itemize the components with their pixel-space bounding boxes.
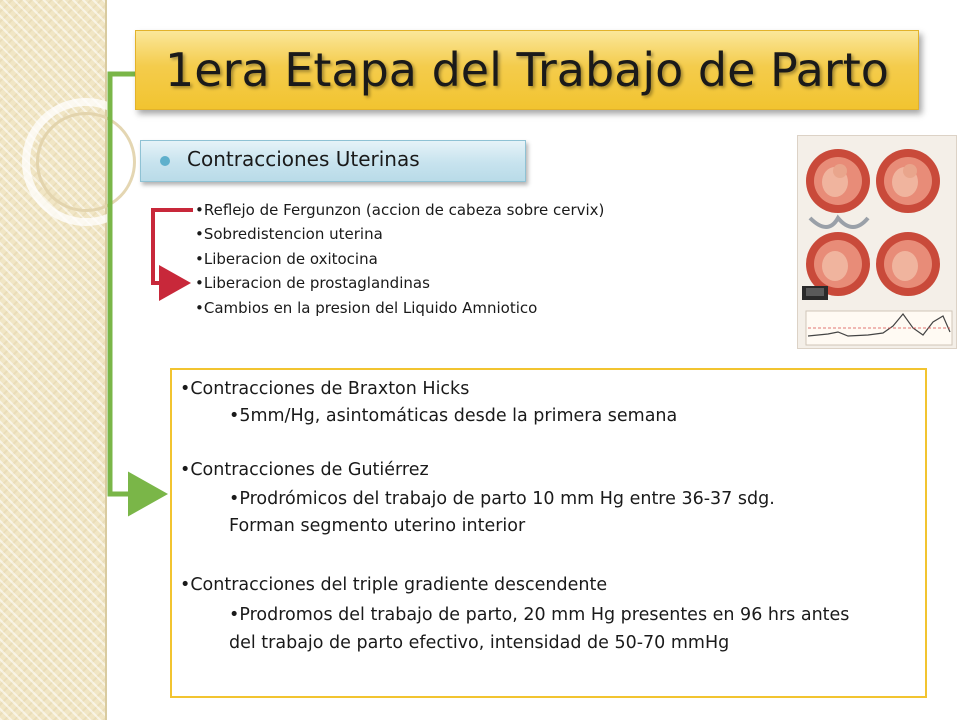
braxton-hicks-title: •Contracciones de Braxton Hicks: [180, 379, 470, 399]
green-connector: [110, 74, 158, 494]
gutierrez-title: •Contracciones de Gutiérrez: [180, 460, 429, 480]
contraction-types-box: [170, 368, 927, 698]
triple-gradient-detail: del trabajo de parto efectivo, intensidad de 50-70 mmHg: [229, 633, 730, 653]
list-item: •Liberacion de prostaglandinas: [195, 274, 430, 293]
gutierrez-detail: •Prodrómicos del trabajo de parto 10 mm Hg entre 36-37 sdg.: [229, 489, 775, 509]
uterine-contraction-illustration: [797, 135, 957, 349]
uterus-diagram: [876, 149, 940, 213]
subtitle-banner: [140, 140, 526, 182]
list-item: •Cambios en la presion del Liquido Amniotico: [195, 298, 538, 317]
list-item: •Sobredistencion uterina: [195, 225, 383, 244]
title-banner: [135, 30, 919, 110]
bullet-icon: [160, 156, 170, 166]
triple-gradient-detail: •Prodromos del trabajo de parto, 20 mm Hg presentes en 96 hrs antes: [229, 605, 850, 625]
causes-list: [195, 198, 695, 320]
subtitle: Contracciones Uterinas: [187, 147, 420, 171]
red-connector: [153, 210, 193, 283]
list-item: •Liberacion de oxitocina: [195, 249, 378, 268]
uterus-diagram: [806, 149, 870, 213]
list-item: •Reflejo de Fergunzon (accion de cabeza sobre cervix): [195, 201, 605, 219]
slide-title: 1era Etapa del Trabajo de Parto: [165, 43, 889, 97]
braxton-hicks-detail: •5mm/Hg, asintomáticas desde la primera semana: [229, 406, 678, 426]
uterus-diagram: [876, 232, 940, 296]
triple-gradient-title: •Contracciones del triple gradiente descendente: [180, 575, 608, 595]
gutierrez-detail: Forman segmento uterino interior: [229, 516, 526, 536]
